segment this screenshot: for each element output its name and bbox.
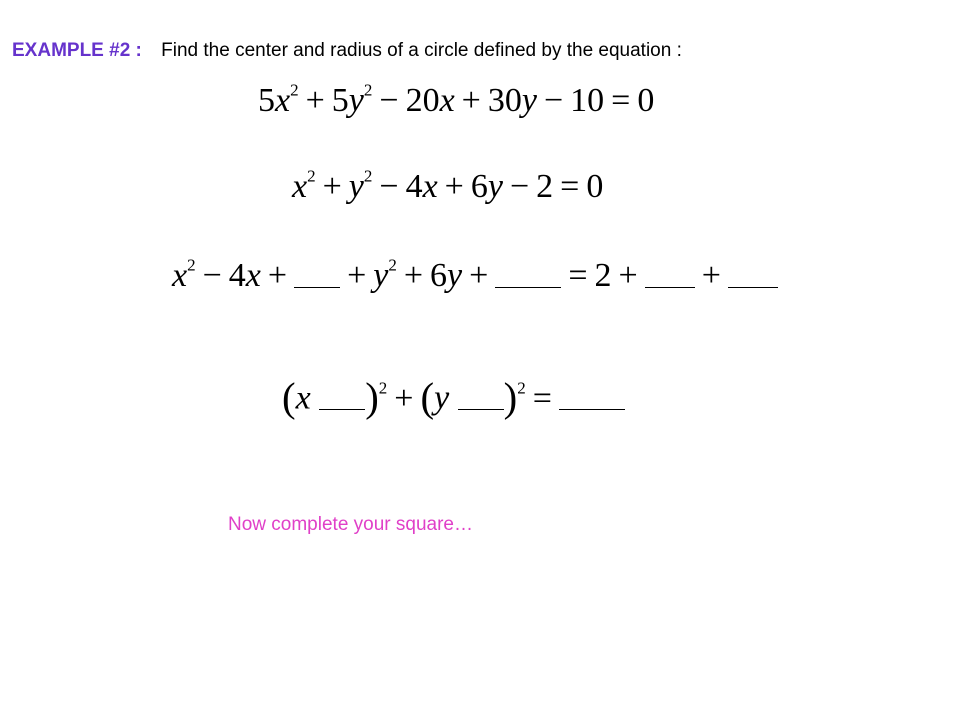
example-label: EXAMPLE #2 : (12, 40, 142, 61)
blank-right-2 (728, 256, 778, 288)
blank-r-squared (559, 379, 625, 411)
problem-prompt: Find the center and radius of a circle defined by the equation : (161, 40, 682, 61)
hint-text: Now complete your square… (228, 514, 473, 535)
blank-k (458, 379, 504, 411)
blank-right-1 (645, 256, 695, 288)
blank-y-term (495, 256, 561, 288)
blank-h (319, 379, 365, 411)
equation-grouped: $x^2 - 4x$ + + $y^2 + 6y$ + = 2 + + (172, 256, 778, 293)
equation-divided: $x^2 + y^2 - 4x + 6y - 2 = 0$ (292, 166, 604, 205)
equation-standard-form: (x )$^2$ + (y )$^2$ = (282, 378, 625, 419)
equation-original: $5x^2 + 5y^2 - 20x + 30y - 10 = 0$ (258, 80, 655, 119)
blank-x-term (294, 256, 340, 288)
slide-header (12, 40, 682, 62)
